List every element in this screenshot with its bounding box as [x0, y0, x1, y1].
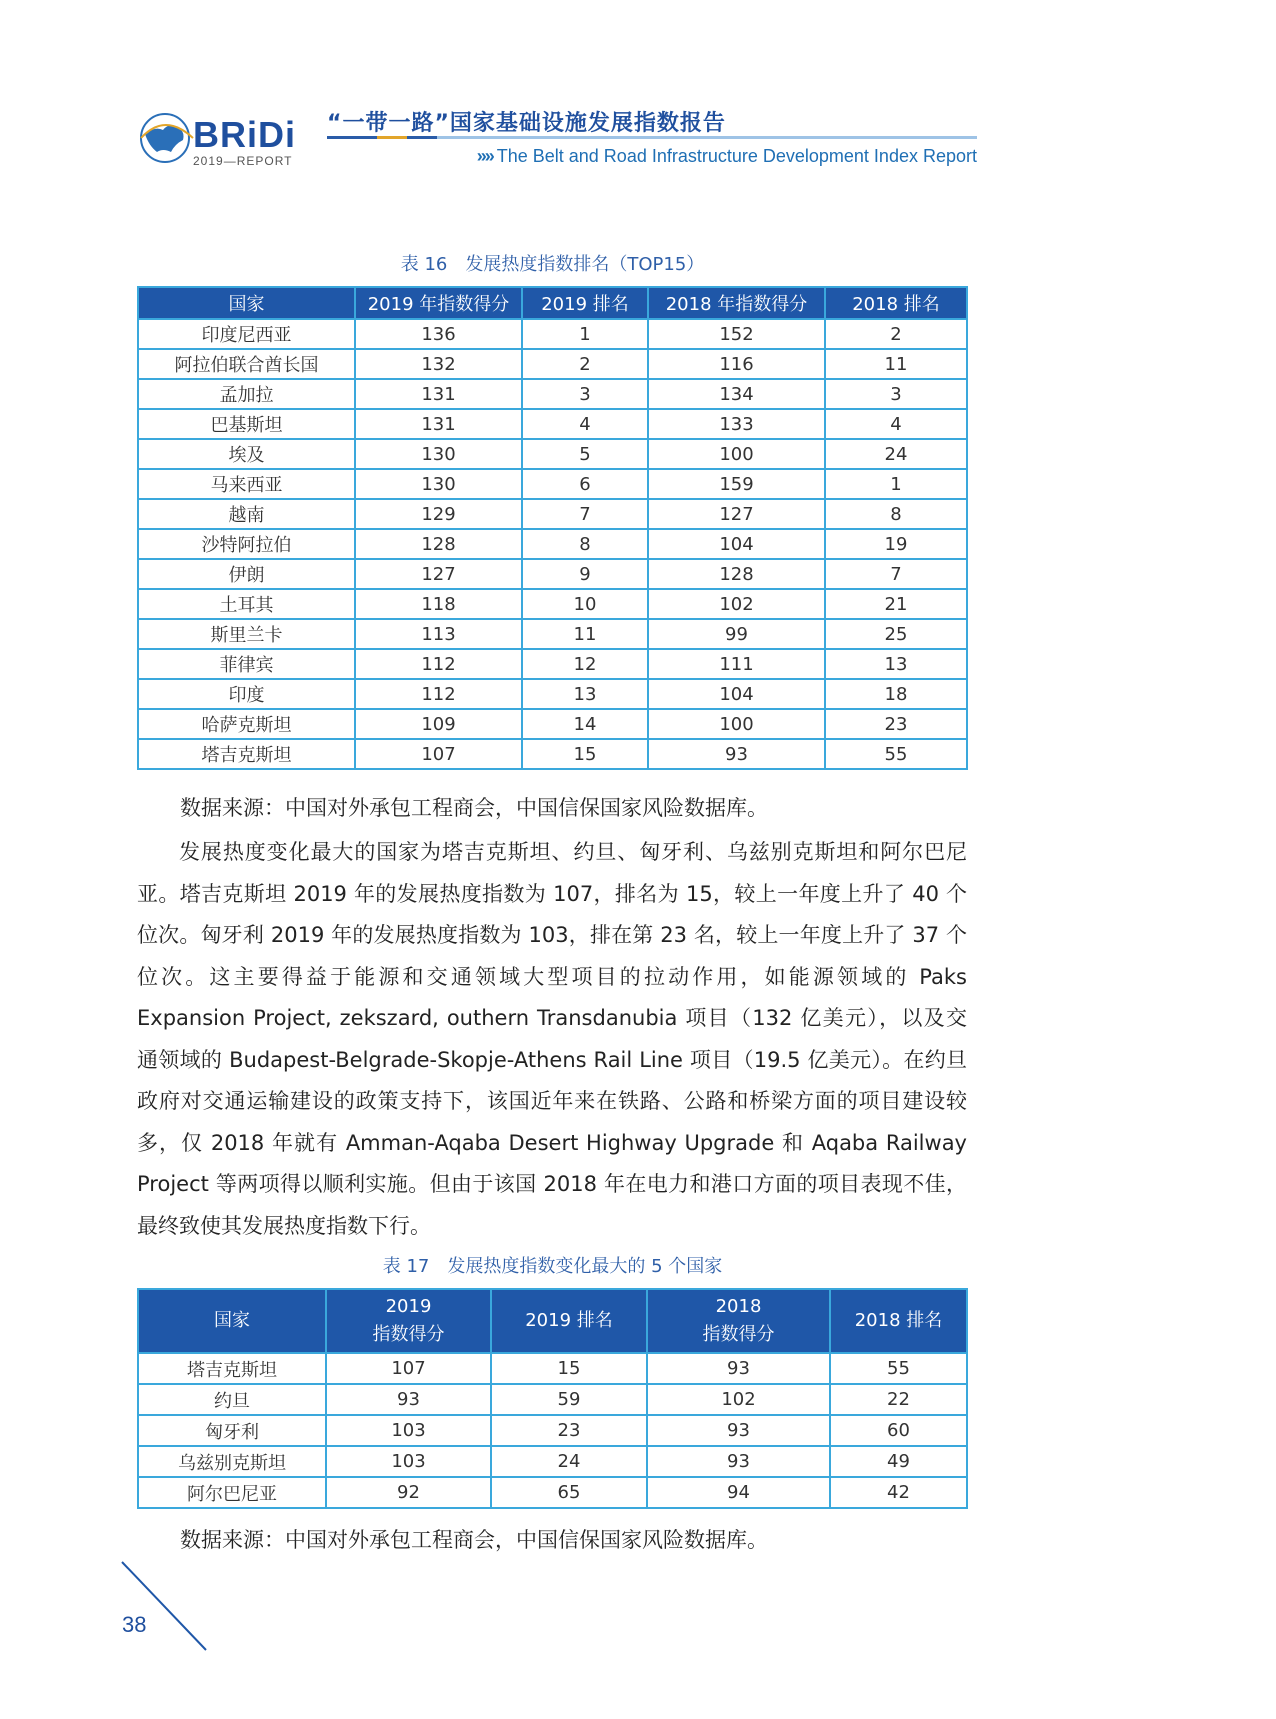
cell-rank-2018: 55 [830, 1353, 967, 1384]
cell-score-2019: 127 [355, 559, 522, 589]
table-row [138, 439, 967, 469]
table-row [138, 319, 967, 349]
table16-source: 数据来源：中国对外承包工程商会，中国信保国家风险数据库。 [180, 796, 768, 820]
cell-score-2019: 107 [355, 739, 522, 769]
cell-country: 约旦 [138, 1384, 326, 1415]
cell-country: 孟加拉 [138, 379, 355, 409]
cell-rank-2019: 13 [522, 679, 648, 709]
cell-rank-2018: 8 [825, 499, 967, 529]
cell-score-2019: 113 [355, 619, 522, 649]
cell-rank-2019: 15 [522, 739, 648, 769]
cell-rank-2018: 60 [830, 1415, 967, 1446]
table-row [138, 1384, 967, 1415]
table17 [137, 1288, 968, 1509]
cell-rank-2018: 7 [825, 559, 967, 589]
title-rule [327, 136, 977, 139]
table-row [138, 409, 967, 439]
cell-score-2019: 93 [326, 1384, 491, 1415]
cell-rank-2018: 22 [830, 1384, 967, 1415]
cell-rank-2019: 24 [491, 1446, 647, 1477]
table17-source: 数据来源：中国对外承包工程商会，中国信保国家风险数据库。 [180, 1528, 768, 1552]
cell-score-2018: 102 [648, 589, 825, 619]
col-header-rank-2018: 2018 排名 [830, 1289, 967, 1353]
table-header-row [138, 287, 967, 319]
table-row [138, 649, 967, 679]
cell-score-2018: 134 [648, 379, 825, 409]
cell-score-2019: 118 [355, 589, 522, 619]
cell-country: 乌兹别克斯坦 [138, 1446, 326, 1477]
cell-rank-2018: 19 [825, 529, 967, 559]
table16-caption: 表 16 发展热度指数排名（TOP15） [400, 254, 705, 275]
cell-rank-2018: 11 [825, 349, 967, 379]
cell-score-2019: 131 [355, 409, 522, 439]
cell-rank-2019: 7 [522, 499, 648, 529]
cell-rank-2019: 2 [522, 349, 648, 379]
cell-country: 塔吉克斯坦 [138, 1353, 326, 1384]
page-header [137, 98, 977, 178]
col-header-country: 国家 [138, 1289, 326, 1353]
cell-rank-2018: 13 [825, 649, 967, 679]
cell-score-2019: 103 [326, 1446, 491, 1477]
cell-country: 斯里兰卡 [138, 619, 355, 649]
report-title-cn: “一带一路”国家基础设施发展指数报告 [327, 111, 726, 136]
cell-rank-2018: 55 [825, 739, 967, 769]
cell-country: 印度 [138, 679, 355, 709]
bridi-logo [137, 108, 307, 168]
col-header-rank-2019: 2019 排名 [491, 1289, 647, 1353]
cell-score-2018: 93 [647, 1446, 830, 1477]
cell-country: 印度尼西亚 [138, 319, 355, 349]
cell-country: 越南 [138, 499, 355, 529]
table-row [138, 499, 967, 529]
cell-rank-2019: 9 [522, 559, 648, 589]
cell-score-2019: 130 [355, 469, 522, 499]
cell-rank-2019: 6 [522, 469, 648, 499]
cell-rank-2018: 1 [825, 469, 967, 499]
cell-score-2019: 112 [355, 649, 522, 679]
col-header-score-2019-label: 指数得分 [372, 1324, 445, 1345]
table-row [138, 349, 967, 379]
cell-rank-2019: 10 [522, 589, 648, 619]
cell-country: 沙特阿拉伯 [138, 529, 355, 559]
cell-score-2019: 132 [355, 349, 522, 379]
col-header-score-2019: 2019 年指数得分 [355, 287, 522, 319]
cell-score-2018: 159 [648, 469, 825, 499]
cell-country: 菲律宾 [138, 649, 355, 679]
cell-country: 巴基斯坦 [138, 409, 355, 439]
body-paragraph: 发展热度变化最大的国家为塔吉克斯坦、约旦、匈牙利、乌兹别克斯坦和阿尔巴尼亚。塔吉克斯坦 2019 年的发展热度指数为 107，排名为 15，较上一年度上升了 40 个位次。匈牙利 2019 年的发展热度指数为 103，排在第 23 名，较上一年度上升了 37 个位次。这主要得益于能源和交通领域大型项目的拉动作用，如能源领域的 Paks Expansion Project, zekszard, outhern Transdanubia 项目（132 亿美元），以及交通领域的 Budapest-Belgrade-Skopje-Athens Rail Line 项目（19.5 亿美元）。在约旦政府对交通运输建设的政策支持下，该国近年来在铁路、公路和桥梁方面的项目建设较多，仅 2018 年就有 Amman-Aqaba Desert Highway Upgrade 和 Aqaba Railway Project 等两项得以顺利实施。但由于该国 2018 年在电力和港口方面的项目表现不佳，最终致使其发展热度指数下行。 [137, 840, 967, 1238]
table-row [138, 469, 967, 499]
cell-rank-2018: 2 [825, 319, 967, 349]
table17-caption: 表 17 发展热度指数变化最大的 5 个国家 [382, 1256, 723, 1277]
table-row [138, 1353, 967, 1384]
col-header-rank-2019: 2019 排名 [522, 287, 648, 319]
cell-score-2018: 111 [648, 649, 825, 679]
cell-score-2019: 136 [355, 319, 522, 349]
cell-score-2018: 93 [648, 739, 825, 769]
cell-country: 土耳其 [138, 589, 355, 619]
cell-country: 哈萨克斯坦 [138, 709, 355, 739]
cell-score-2018: 100 [648, 709, 825, 739]
cell-country: 阿拉伯联合酋长国 [138, 349, 355, 379]
col-header-score-2018 [647, 1289, 830, 1353]
col-header-rank-2018: 2018 排名 [825, 287, 967, 319]
cell-rank-2018: 49 [830, 1446, 967, 1477]
report-title-en [477, 146, 977, 167]
col-header-score-2019 [326, 1289, 491, 1353]
page-number: 38 [122, 1612, 147, 1637]
cell-score-2018: 100 [648, 439, 825, 469]
cell-score-2019: 112 [355, 679, 522, 709]
cell-rank-2019: 3 [522, 379, 648, 409]
cell-rank-2019: 15 [491, 1353, 647, 1384]
cell-score-2018: 116 [648, 349, 825, 379]
cell-rank-2019: 59 [491, 1384, 647, 1415]
cell-score-2019: 128 [355, 529, 522, 559]
report-title-en-text: The Belt and Road Infrastructure Development Index Report [496, 146, 977, 166]
cell-score-2018: 104 [648, 679, 825, 709]
cell-country: 阿尔巴尼亚 [138, 1477, 326, 1508]
cell-rank-2019: 8 [522, 529, 648, 559]
cell-rank-2019: 4 [522, 409, 648, 439]
cell-score-2018: 152 [648, 319, 825, 349]
cell-score-2019: 109 [355, 709, 522, 739]
table-row [138, 589, 967, 619]
cell-score-2019: 130 [355, 439, 522, 469]
globe-icon [137, 108, 197, 168]
table-row [138, 739, 967, 769]
cell-score-2018: 104 [648, 529, 825, 559]
cell-rank-2019: 23 [491, 1415, 647, 1446]
cell-rank-2019: 5 [522, 439, 648, 469]
cell-rank-2018: 25 [825, 619, 967, 649]
table-row [138, 559, 967, 589]
cell-score-2018: 93 [647, 1415, 830, 1446]
cell-country: 马来西亚 [138, 469, 355, 499]
cell-score-2018: 127 [648, 499, 825, 529]
cell-score-2019: 107 [326, 1353, 491, 1384]
corner-diagonal-line [118, 1560, 218, 1660]
logo-subtitle: 2019—REPORT [193, 154, 293, 168]
cell-rank-2019: 14 [522, 709, 648, 739]
cell-score-2019: 103 [326, 1415, 491, 1446]
cell-rank-2018: 4 [825, 409, 967, 439]
col-header-score-2018-year: 2018 [715, 1296, 762, 1317]
col-header-score-2018: 2018 年指数得分 [648, 287, 825, 319]
logo-word: BRiDi [193, 114, 296, 155]
cell-score-2018: 93 [647, 1353, 830, 1384]
col-header-score-2018-label: 指数得分 [702, 1324, 775, 1345]
cell-rank-2018: 21 [825, 589, 967, 619]
cell-score-2018: 102 [647, 1384, 830, 1415]
cell-rank-2018: 23 [825, 709, 967, 739]
cell-score-2018: 133 [648, 409, 825, 439]
cell-rank-2018: 24 [825, 439, 967, 469]
table-row [138, 1477, 967, 1508]
cell-score-2019: 131 [355, 379, 522, 409]
cell-score-2018: 99 [648, 619, 825, 649]
table-row [138, 619, 967, 649]
table-row [138, 1415, 967, 1446]
chevron-right-icon: »» [476, 146, 493, 166]
cell-country: 埃及 [138, 439, 355, 469]
cell-score-2019: 92 [326, 1477, 491, 1508]
table-row [138, 379, 967, 409]
cell-country: 塔吉克斯坦 [138, 739, 355, 769]
cell-rank-2018: 42 [830, 1477, 967, 1508]
table-header-row [138, 1289, 967, 1353]
cell-rank-2018: 3 [825, 379, 967, 409]
cell-rank-2019: 11 [522, 619, 648, 649]
cell-country: 伊朗 [138, 559, 355, 589]
table-row [138, 529, 967, 559]
cell-rank-2018: 18 [825, 679, 967, 709]
table-row [138, 679, 967, 709]
cell-score-2018: 94 [647, 1477, 830, 1508]
table16 [137, 286, 968, 770]
table-row [138, 709, 967, 739]
cell-rank-2019: 65 [491, 1477, 647, 1508]
table-row [138, 1446, 967, 1477]
cell-rank-2019: 12 [522, 649, 648, 679]
cell-rank-2019: 1 [522, 319, 648, 349]
cell-score-2019: 129 [355, 499, 522, 529]
col-header-country: 国家 [138, 287, 355, 319]
cell-score-2018: 128 [648, 559, 825, 589]
col-header-score-2019-year: 2019 [385, 1296, 432, 1317]
cell-country: 匈牙利 [138, 1415, 326, 1446]
